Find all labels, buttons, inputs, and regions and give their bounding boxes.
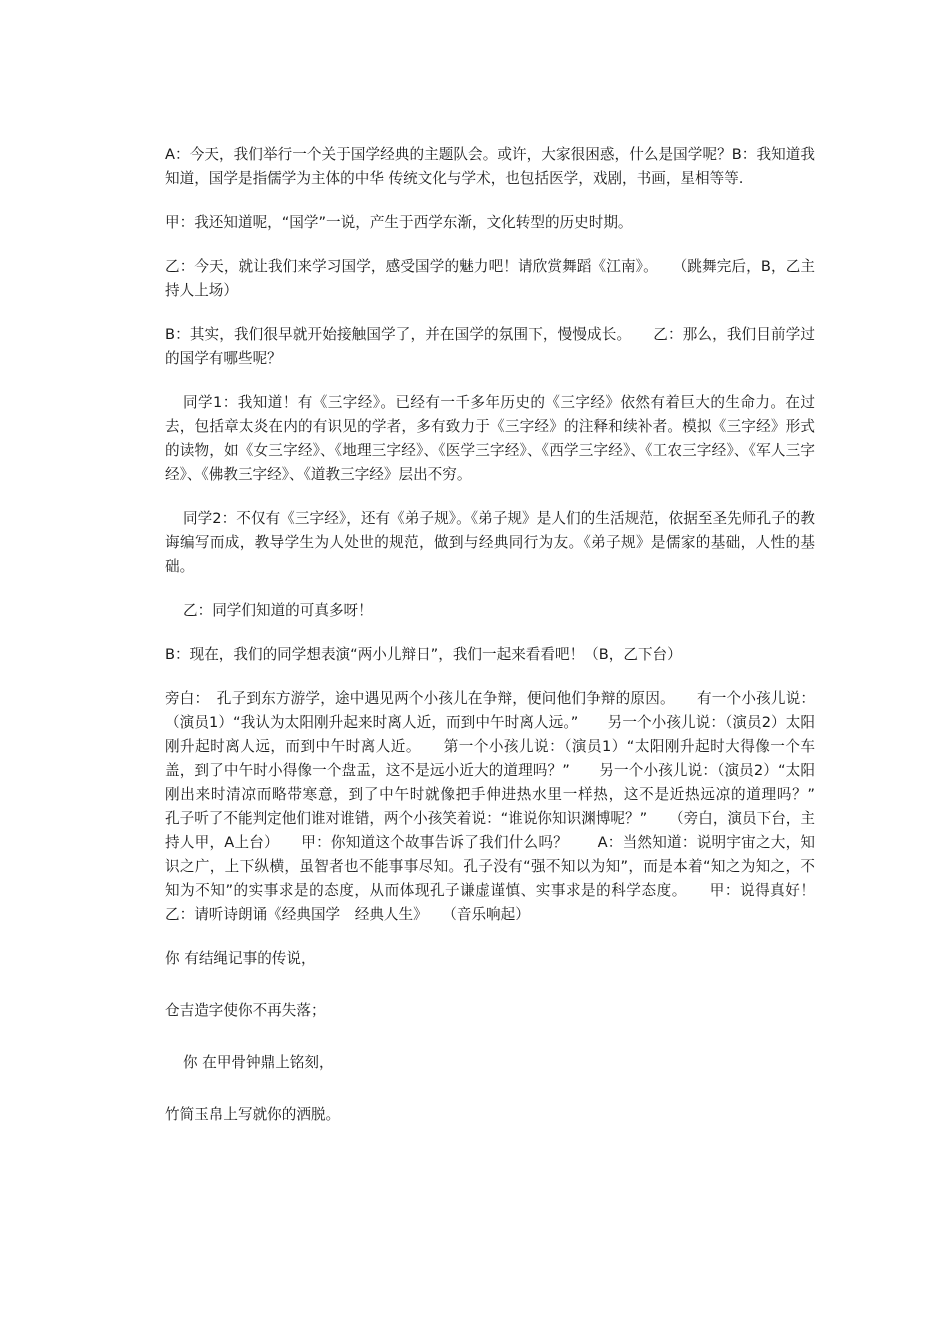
poem-line-3: 你 在甲骨钟鼎上铭刻， [183, 1054, 334, 1071]
paragraph-student2-dizigui: 同学2：不仅有《三字经》，还有《弟子规》。《弟子规》是人们的生活规范，依据至圣先师孔子的教诲编写而成，教导学生为人处世的规范，做到与经典同行为友。《弟子规》是儒家的基础，人性的基础。 [165, 510, 815, 575]
poem-line-2: 仓吉造字使你不再失落； [165, 1002, 326, 1019]
paragraph-yi-praise: 乙：同学们知道的可真多呀！ [183, 602, 373, 619]
poem-line-4: 竹简玉帛上写就你的洒脱。 [165, 1106, 341, 1123]
paragraph-b-performance: B：现在，我们的同学想表演“两小儿辩日”，我们一起来看看吧！（B，乙下台） [165, 646, 682, 663]
paragraph-narration-story: 旁白： 孔子到东方游学，途中遇见两个小孩儿在争辩，便问他们争辩的原因。 有一个小孩儿说：（演员1）“我认为太阳刚升起来时离人近，而到中午时离人远。” 另一个小孩儿说：（演员2）太阳刚升起时离人远，而到中午时离人近。 第一个小孩儿说：（演员1）“太阳刚升起时大得像一个车盖，到了中午时小得像一个盘盂，这不是远小近大的道理吗？” 另一个小孩儿说：（演员2）“太阳刚出来时清凉而略带寒意，到了中午时就像把手伸进热水里一样热，这不是近热远凉的道理吗？” 孔子听了不能判定他们谁对谁错，两个小孩笑着说：“谁说你知识渊博呢？” （旁白，演员下台，主持人甲，A上台） 甲：你知道这个故事告诉了我们什么吗？ A：当然知道：说明宇宙之大，知识之广，上下纵横，虽智者也不能事事尽知。孔子没有“强不知以为知”，而是本着“知之为知之，不知为不知”的实事求是的态度，从而体现孔子谦虚谨慎、实事求是的科学态度。 甲：说得真好！ 乙：请听诗朗诵《经典国学 经典人生》 （音乐响起） [165, 690, 845, 923]
paragraph-yi-dance: 乙：今天，就让我们来学习国学，感受国学的魅力吧！请欣赏舞蹈《江南》。 （跳舞完后，B，乙主持人上场） [165, 258, 815, 299]
document-body [165, 143, 845, 1155]
paragraph-b-yi-contact: B：其实，我们很早就开始接触国学了，并在国学的氛围下，慢慢成长。 乙：那么，我们目前学过的国学有哪些呢？ [165, 326, 815, 367]
paragraph-intro-a-b: A：今天，我们举行一个关于国学经典的主题队会。或许，大家很困惑，什么是国学呢？B：我知道我知道，国学是指儒学为主体的中华 传统文化与学术，也包括医学，戏剧，书画，星相等等. [165, 146, 815, 187]
poem-line-1: 你 有结绳记事的传说， [165, 950, 316, 967]
paragraph-student1-sanzijing: 同学1：我知道！有《三字经》。已经有一千多年历史的《三字经》依然有着巨大的生命力。在过去，包括章太炎在内的有识见的学者，多有致力于《三字经》的注释和续补者。模拟《三字经》形式的读物，如《女三字经》、《地理三字经》、《医学三字经》、《西学三字经》、《工农三字经》、《军人三字经》、《佛教三字经》、《道教三字经》层出不穷。 [165, 394, 815, 483]
paragraph-jia-guoxue: 甲：我还知道呢，“国学”一说，产生于西学东渐，文化转型的历史时期。 [165, 214, 633, 231]
